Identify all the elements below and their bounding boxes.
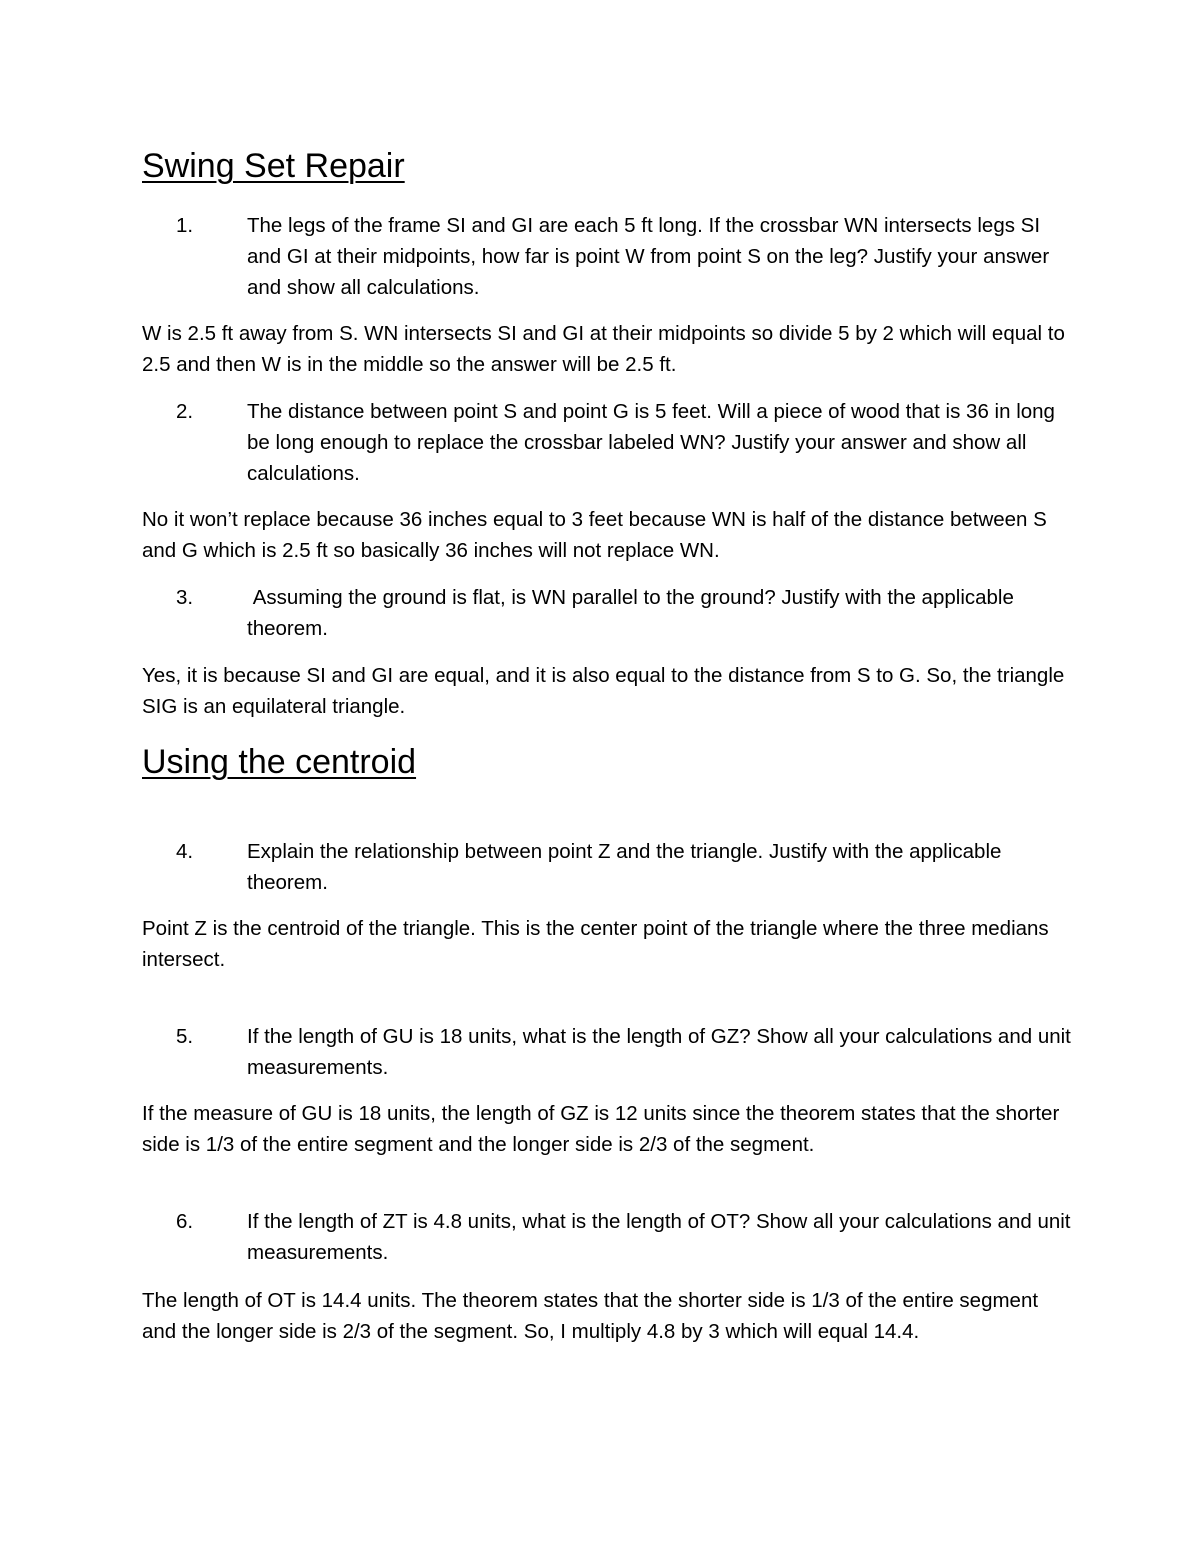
- answer-1: W is 2.5 ft away from S. WN intersects SI and GI at their midpoints so divide 5 by 2 which will equal to 2.5 and then W is in the middle so the answer will be 2.5 ft.: [142, 322, 1065, 376]
- question-text-2: The distance between point S and point G is 5 feet. Will a piece of wood that is 36 in long be long enough to replace the crossbar labeled WN? Justify your answer and show all calculations.: [247, 400, 1055, 485]
- question-number-4: 4.: [176, 840, 194, 863]
- answer-4: Point Z is the centroid of the triangle. This is the center point of the triangle where the three medians intersect.: [142, 917, 1049, 971]
- question-number-1: 1.: [176, 214, 194, 237]
- question-number-2: 2.: [176, 400, 194, 423]
- question-text-4: Explain the relationship between point Z and the triangle. Justify with the applicable theorem.: [247, 840, 1002, 894]
- question-text-6: If the length of ZT is 4.8 units, what is the length of OT? Show all your calculations and unit measurements.: [247, 1210, 1071, 1264]
- question-number-3: 3.: [176, 586, 194, 609]
- answer-6: The length of OT is 14.4 units. The theorem states that the shorter side is 1/3 of the entire segment and the longer side is 2/3 of the segment. So, I multiply 4.8 by 3 which will equal 14.4.: [142, 1289, 1039, 1343]
- answer-3: Yes, it is because SI and GI are equal, and it is also equal to the distance from S to G. So, the triangle SIG is an equilateral triangle.: [142, 664, 1065, 718]
- question-number-5: 5.: [176, 1025, 194, 1048]
- answer-5: If the measure of GU is 18 units, the length of GZ is 12 units since the theorem states that the shorter side is 1/3 of the entire segment and the longer side is 2/3 of the segment.: [142, 1102, 1060, 1156]
- question-text-5: If the length of GU is 18 units, what is the length of GZ? Show all your calculations and unit measurements.: [247, 1025, 1071, 1079]
- section-heading-swing-set-repair: Swing Set Repair: [142, 147, 405, 185]
- section-heading-using-the-centroid: Using the centroid: [142, 743, 417, 781]
- question-number-6: 6.: [176, 1210, 194, 1233]
- question-text-1: The legs of the frame SI and GI are each 5 ft long. If the crossbar WN intersects legs SI and GI at their midpoints, how far is point W from point S on the leg? Justify your answer and show all calculations.: [247, 214, 1050, 299]
- question-text-3: Assuming the ground is flat, is WN parallel to the ground? Justify with the applicable theorem.: [247, 586, 1020, 640]
- answer-2: No it won’t replace because 36 inches equal to 3 feet because WN is half of the distance between S and G which is 2.5 ft so basically 36 inches will not replace WN.: [142, 508, 1047, 562]
